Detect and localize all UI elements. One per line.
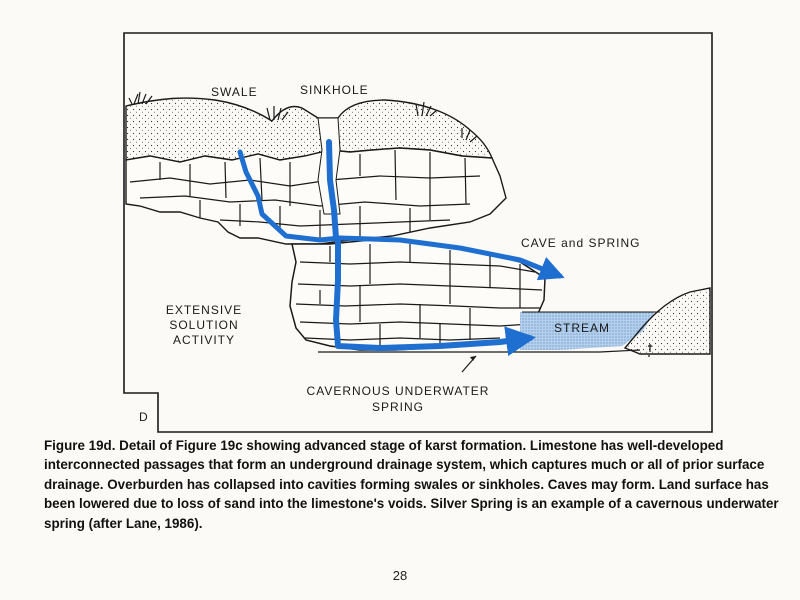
panel-letter: D <box>139 410 149 424</box>
label-extensive: EXTENSIVE <box>165 303 243 317</box>
label-swale: SWALE <box>211 85 258 99</box>
figure-caption <box>44 436 784 533</box>
caption-lead: Figure 19d. <box>44 438 116 453</box>
label-solution: SOLUTION <box>169 318 239 332</box>
label-cave-and-spring: CAVE and SPRING <box>521 236 641 250</box>
label-activity: ACTIVITY <box>172 333 235 347</box>
page-number: 28 <box>392 568 408 583</box>
caption-body: Detail of Figure 19c showing advanced stage of karst formation. Limestone has well-developed interconnected passages that form an underground drainage system, which captures much or all of prior surface drainage. Overburden has collapsed into cavities forming swales or sinkholes. Caves may form. Land surface has been lowered due to loss of sand into the limestone's voids. Silver Spring is an example of a cavernous underwater spring (after Lane, 1986). <box>44 438 779 531</box>
label-sinkhole: SINKHOLE <box>300 83 369 97</box>
label-stream: STREAM <box>554 321 611 335</box>
label-cavernous-underwater: CAVERNOUS UNDERWATER <box>306 384 490 398</box>
label-spring: SPRING <box>371 400 424 414</box>
